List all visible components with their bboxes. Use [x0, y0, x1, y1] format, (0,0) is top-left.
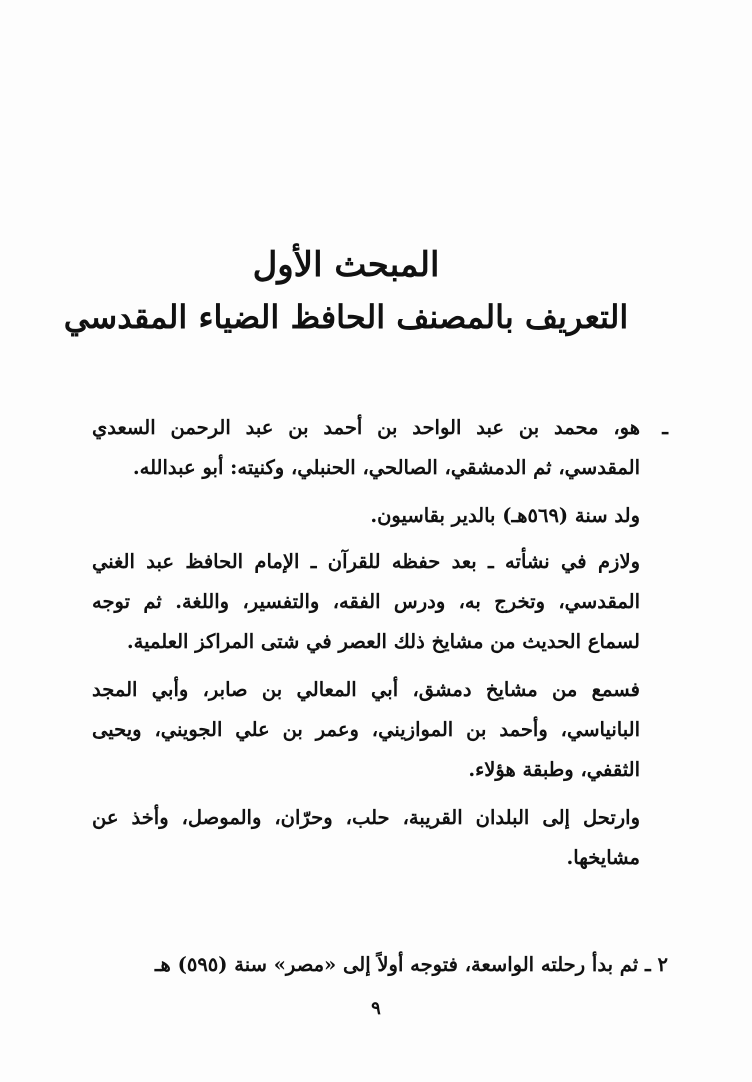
- paragraph-text: ـ ثم بدأ رحلته الواسعة، فتوجه أولاً إلى «مصر» سنة (٥٩٥) هـ: [154, 953, 651, 976]
- paragraph: [92, 670, 640, 790]
- section-subtitle: التعريف بالمصنف الحافظ الضياء المقدسي: [63, 298, 629, 336]
- paragraph-text: وارتحل إلى البلدان القريبة، حلب، وحرّان، والموصل، وأخذ عن مشايخها.: [92, 806, 640, 869]
- numbered-paragraph-start: [92, 945, 668, 985]
- paragraph: [92, 798, 640, 878]
- section-heading: [60, 240, 632, 342]
- body-text: [92, 408, 668, 884]
- paragraph: [92, 542, 640, 662]
- paragraph: [92, 496, 640, 536]
- page-number: ٩: [371, 998, 381, 1019]
- paragraph-text: ولد سنة (٥٦٩هـ) بالدير بقاسيون.: [370, 504, 640, 527]
- paragraph-text: ولازم في نشأته ـ بعد حفظه للقرآن ـ الإمام الحافظ عبد الغني المقدسي، وتخرج به، ودرس الفقه، والتفسير، واللغة. ثم توجه لسماع الحديث من مشايخ ذلك العصر في شتى المراكز العلمية.: [92, 550, 640, 653]
- section-title: المبحث الأول: [252, 245, 440, 285]
- paragraph: [92, 408, 668, 488]
- paragraph-number: ٢: [657, 953, 668, 976]
- paragraph-marker: ـ: [662, 416, 668, 439]
- paragraph-text: هو، محمد بن عبد الواحد بن أحمد بن عبد الرحمن السعدي المقدسي، ثم الدمشقي، الصالحي، الحنبلي، وكنيته: أبو عبدالله.: [92, 416, 640, 479]
- paragraph-text: فسمع من مشايخ دمشق، أبي المعالي بن صابر، وأبي المجد البانياسي، وأحمد بن الموازيني، وعمر بن علي الجويني، ويحيى الثقفي، وطبقة هؤلاء.: [92, 678, 640, 781]
